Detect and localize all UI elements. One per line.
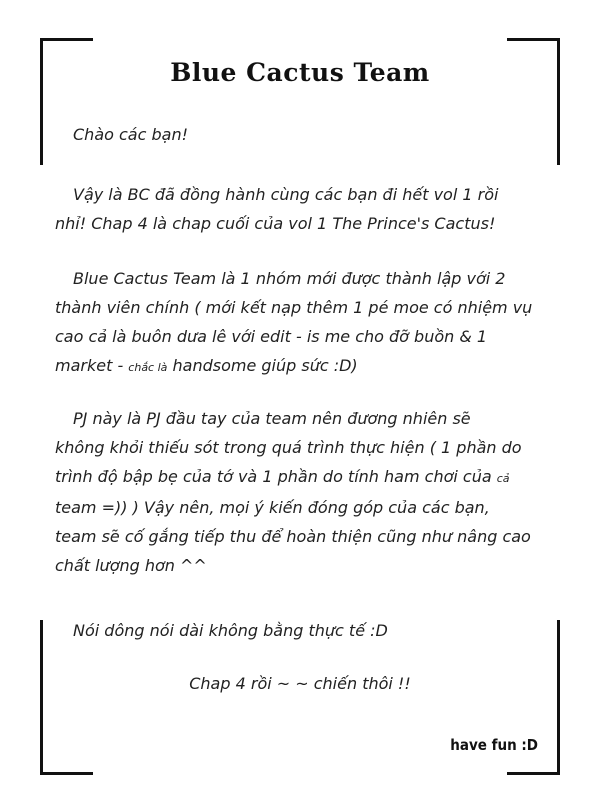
paragraph-2-line-4-text-b: handsome giúp sức :D): [167, 356, 358, 375]
paragraph-2: [55, 264, 545, 382]
paragraph-2-line-1: Blue Cactus Team là 1 nhóm mới được thành lập với 2: [73, 269, 506, 288]
paragraph-3-line-3-small: cả: [496, 472, 510, 485]
paragraph-3-line-4: team =)) ) Vậy nên, mọi ý kiến đóng góp của các bạn,: [55, 498, 490, 517]
paragraph-3-line-6: chất lượng hơn ^^: [55, 556, 207, 575]
paragraph-1-line-1: Vậy là BC đã đồng hành cùng các bạn đi hết vol 1 rồi: [73, 185, 499, 204]
closing-line: Chap 4 rồi ~ ~ chiến thôi !!: [189, 674, 411, 693]
greeting-line: Chào các bạn!: [73, 125, 188, 144]
paragraph-2-line-4-small: chắc là: [128, 361, 168, 374]
paragraph-2-line-4: [55, 351, 545, 382]
paragraph-3-line-1: PJ này là PJ đầu tay của team nên đương nhiên sẽ: [73, 409, 471, 428]
paragraph-1: [55, 180, 545, 238]
paragraph-3-line-3: [55, 462, 545, 493]
paragraph-2-line-2: thành viên chính ( mới kết nạp thêm 1 pé moe có nhiệm vụ: [55, 298, 533, 317]
signoff-text: have fun :D: [450, 736, 538, 754]
paragraph-3: [55, 404, 545, 580]
paragraph-3-line-2: không khỏi thiếu sót trong quá trình thực hiện ( 1 phần do: [55, 438, 522, 457]
paragraph-4-line: Nói dông nói dài không bằng thực tế :D: [73, 621, 388, 640]
paragraph-3-line-3-text: trình độ bập bẹ của tớ và 1 phần do tính ham chơi của: [55, 467, 497, 486]
paragraph-2-line-3: cao cả là buôn dưa lê với edit - is me cho đỡ buồn & 1: [55, 327, 488, 346]
paragraph-4: [55, 616, 545, 645]
paragraph-3-line-5: team sẽ cố gắng tiếp thu để hoàn thiện cũng như nâng cao: [55, 527, 531, 546]
paragraph-1-line-2: nhỉ! Chap 4 là chap cuối của vol 1 The Prince's Cactus!: [55, 214, 496, 233]
greeting: [55, 120, 545, 149]
page-title: Blue Cactus Team: [170, 58, 430, 87]
paragraph-2-line-4-text-a: market -: [55, 356, 129, 375]
